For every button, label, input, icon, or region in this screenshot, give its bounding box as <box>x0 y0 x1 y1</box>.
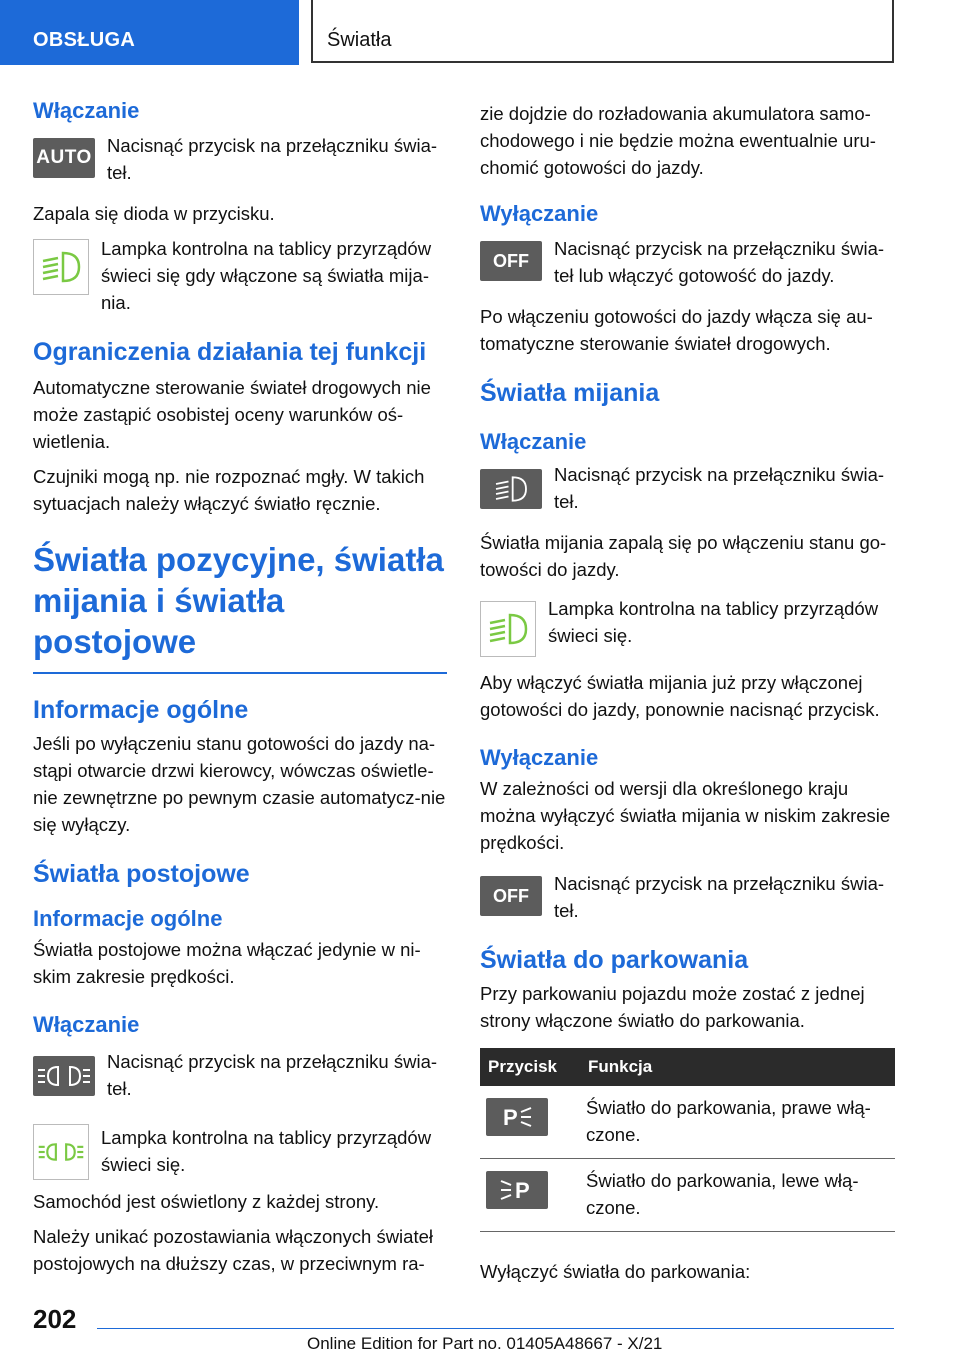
parking-light-instruction-text: Nacisnąć przycisk na przełączniku świa-teł. <box>107 1051 438 1099</box>
off-instruction-text: Nacisnąć przycisk na przełączniku świa-teł lub włączyć gotowość do jazdy. <box>554 238 885 286</box>
low-beam-instruction-text: Nacisnąć przycisk na przełączniku świa-teł. <box>554 464 885 512</box>
off-button-icon: OFF <box>480 241 542 281</box>
heading-rule <box>33 672 447 674</box>
off-button-icon-2: OFF <box>480 876 542 916</box>
przy-parkowaniu-text: Przy parkowaniu pojazdu może zostać z jednej strony włączone światło do parkowania. <box>480 983 865 1031</box>
heading-main-line-1: Światła pozycyjne, światła <box>33 541 444 578</box>
auto-instruction-text: Nacisnąć przycisk na przełączniku świa-teł. <box>107 135 438 183</box>
auto-instruction <box>33 130 447 186</box>
low-beam-instruction <box>480 461 895 515</box>
table-header-row <box>480 1048 895 1086</box>
lampka-parking-row <box>33 1120 447 1180</box>
w-zaleznosci-text: W zależności od wersji dla określonego kraju można wyłączyć światła mijania w niskim zakresie prędkości. <box>480 778 891 853</box>
dioda-text: Zapala się dioda w przycisku. <box>33 203 275 224</box>
off-instruction <box>480 235 895 289</box>
samochod-text: Samochód jest oświetlony z każdej strony. <box>33 1191 380 1212</box>
footer-edition: Online Edition for Part no. 01405A48667 - X/21 <box>307 1334 663 1353</box>
parking-lights-table <box>480 1048 895 1232</box>
header-chapter-label: Światła <box>327 29 392 51</box>
table-header-funkcja: Funkcja <box>580 1048 895 1086</box>
auto-button-icon: AUTO <box>33 138 95 178</box>
lampka-low-beam-text-2: Lampka kontrolna na tablicy przyrządów świeci się. <box>548 598 879 646</box>
nalezy-text: Należy unikać pozostawiania włączonych świateł postojowych na dłuższy czas, w przeciwnym ra- <box>33 1226 433 1274</box>
heading-swiatla-do-parkowania: Światła do parkowania <box>480 946 749 974</box>
parking-light-instruction <box>33 1048 447 1102</box>
parking-right-button-icon <box>486 1098 548 1136</box>
parking-light-button-icon <box>33 1056 95 1096</box>
table-cell-function: Światło do parkowania, lewe włą-czone. <box>580 1159 895 1232</box>
heading-wlaczanie-2: Włączanie <box>33 1012 140 1037</box>
off-instruction-2 <box>480 870 895 924</box>
heading-informacje-ogolne: Informacje ogólne <box>33 696 249 724</box>
informacje-text: Jeśli po wyłączeniu stanu gotowości do jazdy na-stąpi otwarcie drzwi kierowcy, wówczas oświetle-nie zewnętrzne po pewnym czasie automatycz-nie się wyłączy. <box>33 733 446 835</box>
heading-main-line-2: mijania i światła postojowe <box>33 582 285 660</box>
heading-wylaczanie-2: Wyłączanie <box>480 745 599 770</box>
lampka-low-beam-row <box>33 235 447 316</box>
footer-rule <box>97 1328 894 1329</box>
header-chapter-box <box>311 0 894 63</box>
table-cell-button <box>480 1086 580 1159</box>
ograniczenia-text-1: Automatyczne sterowanie świateł drogowych nie może zastąpić osobistej oceny warunków oś-wietlenia. <box>33 377 431 452</box>
low-beam-indicator-icon <box>33 239 89 295</box>
left-column <box>33 96 447 1277</box>
ograniczenia-text-2: Czujniki mogą np. nie rozpoznać mgły. W takich sytuacjach należy włączyć światło ręcznie. <box>33 466 425 514</box>
header-section-tab <box>0 0 299 65</box>
right-column <box>480 100 895 1285</box>
table-header-przycisk: Przycisk <box>480 1048 580 1086</box>
lampka-low-beam-row-2 <box>480 595 895 657</box>
off-instruction-text-2: Nacisnąć przycisk na przełączniku świa-teł. <box>554 873 885 921</box>
low-beam-indicator-icon-2 <box>480 601 536 657</box>
heading-wlaczanie-3: Włączanie <box>480 429 587 454</box>
parking-left-button-icon <box>486 1171 548 1209</box>
svg-text:P: P <box>503 1105 518 1130</box>
po-wlaczeniu-text: Po włączeniu gotowości do jazdy włącza się au-tomatyczne sterowanie świateł drogowych. <box>480 306 873 354</box>
wylaczyc-parkowania-text: Wyłączyć światła do parkowania: <box>480 1261 751 1282</box>
header-section-label: OBSŁUGA <box>33 29 136 51</box>
aby-wlaczyc-text: Aby włączyć światła mijania już przy włączonej gotowości do jazdy, ponownie nacisnąć przycisk. <box>480 672 880 720</box>
continuation-text: zie dojdzie do rozładowania akumulatora samo-chodowego i nie będzie można ewentualnie uru-chomić gotowości do jazdy. <box>480 103 876 178</box>
heading-informacje-ogolne-2: Informacje ogólne <box>33 906 223 931</box>
table-row <box>480 1086 895 1159</box>
informacje-text-2: Światła postojowe można włączać jedynie w ni-skim zakresie prędkości. <box>33 939 421 987</box>
lampka-parking-text: Lampka kontrolna na tablicy przyrządów świeci się. <box>101 1127 432 1175</box>
heading-swiatla-postojowe: Światła postojowe <box>33 860 250 888</box>
heading-wlaczanie: Włączanie <box>33 98 140 123</box>
heading-ograniczenia: Ograniczenia działania tej funkcji <box>33 338 427 366</box>
table-cell-button <box>480 1159 580 1232</box>
low-beam-button-icon <box>480 469 542 509</box>
heading-swiatla-mijania: Światła mijania <box>480 379 660 407</box>
heading-wylaczanie: Wyłączanie <box>480 201 599 226</box>
parking-light-indicator-icon <box>33 1124 89 1180</box>
table-row <box>480 1159 895 1232</box>
svg-text:P: P <box>515 1178 530 1203</box>
page-number: 202 <box>33 1304 77 1334</box>
mijania-zapala-text: Światła mijania zapalą się po włączeniu stanu go-towości do jazdy. <box>480 532 887 580</box>
table-cell-function: Światło do parkowania, prawe włą-czone. <box>580 1086 895 1159</box>
lampka-low-beam-text: Lampka kontrolna na tablicy przyrządów świeci się gdy włączone są światła mija-nia. <box>101 238 432 313</box>
